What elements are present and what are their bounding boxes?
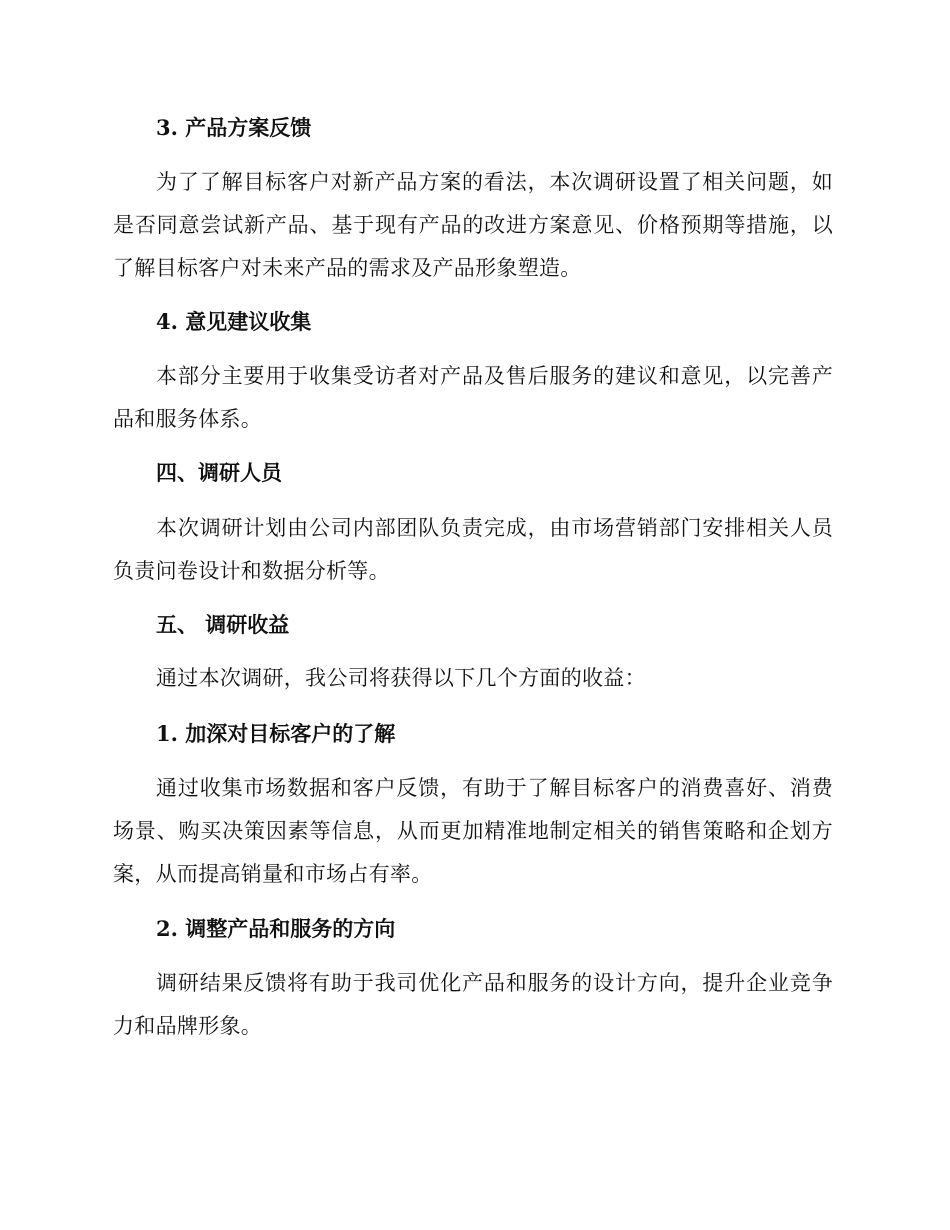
section-heading-opinion-collection: 4. 意见建议收集 [156,309,312,334]
paragraph-opinion-collection: 本部分主要用于收集受访者对产品及售后服务的建议和意见，以完善产品和服务体系。 [113,364,833,431]
paragraph-research-benefits-intro: 通过本次调研，我公司将获得以下几个方面的收益： [156,666,646,690]
section-heading-research-benefits: 五、 调研收益 [156,612,290,637]
paragraph-understand-customers: 通过收集市场数据和客户反馈，有助于了解目标客户的消费喜好、消费场景、购买决策因素等信息，从而更加精准地制定相关的销售策略和企划方案，从而提高销量和市场占有率。 [113,776,833,886]
section-heading-product-plan-feedback: 3. 产品方案反馈 [156,115,312,140]
paragraph-product-plan-feedback: 为了了解目标客户对新产品方案的看法，本次调研设置了相关问题，如是否同意尝试新产品、基于现有产品的改进方案意见、价格预期等措施，以了解目标客户对未来产品的需求及产品形象塑造。 [113,170,833,280]
paragraph-adjust-direction: 调研结果反馈将有助于我司优化产品和服务的设计方向，提升企业竞争力和品牌形象。 [113,971,833,1038]
section-heading-research-staff: 四、调研人员 [156,460,282,485]
paragraph-research-staff: 本次调研计划由公司内部团队负责完成，由市场营销部门安排相关人员负责问卷设计和数据分析等。 [113,516,833,583]
section-heading-understand-customers: 1. 加深对目标客户的了解 [156,721,396,746]
section-heading-adjust-direction: 2. 调整产品和服务的方向 [156,916,396,941]
